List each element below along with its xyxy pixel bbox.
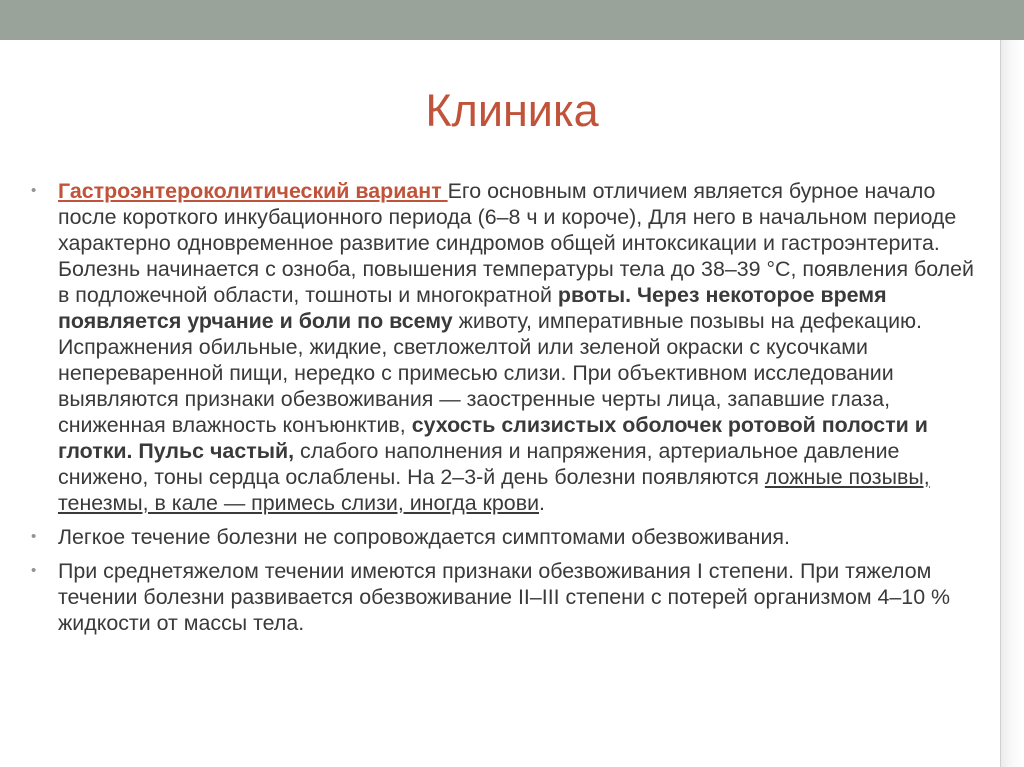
bold-text-2: сухость слизистых оболочек ротовой полости и глотки. Пульс частый,: [58, 413, 928, 463]
body-text-1: Его основным отличием является бурное начало после короткого инкубационного периода (6–8 ч и короче), Для него в начальном периоде характерно одновременное развитие синдромов общей интоксикации и гастроэнтерита. Болезнь начинается с озноба, повышения температуры тела до 38–39 °С, появления болей в подложечной области, тошноты и многократной: [58, 179, 974, 307]
bullet-icon: •: [31, 182, 37, 199]
top-accent-bar: [0, 0, 1024, 40]
bold-text-1: рвоты. Через некоторое время появляется урчание и боли по всему: [58, 283, 887, 333]
bullet-item-mild: [31, 524, 976, 550]
body-text-3: слабого наполнения и напряжения, артериальное давление снижено, тоны сердца ослаблены. На 2–3-й день болезни появляются: [58, 439, 900, 489]
slide-edge-shadow: [1001, 40, 1024, 767]
bullet-text-mild: Легкое течение болезни не сопровождается симптомами обезвоживания.: [58, 525, 790, 549]
bullet-icon: •: [31, 528, 37, 545]
bullet-item-moderate-severe: [31, 558, 976, 636]
body-text-4: .: [539, 491, 545, 515]
slide-content: [31, 178, 976, 644]
bullet-item-gastroenterocolitic: [31, 178, 976, 516]
bullet-list: [31, 178, 976, 636]
variant-heading: Гастроэнтероколитический вариант: [58, 179, 448, 203]
body-text-2: животу, императивные позывы на дефекацию. Испражнения обильные, жидкие, светложелтой или зеленой окраски с кусочками непереваренной пищи, нередко с примесью слизи. При объективном исследовании выявляются признаки обезвоживания — заостренные черты лица, запавшие глаза, сниженная влажность конъюнктив,: [58, 309, 923, 437]
bullet-icon: •: [31, 562, 37, 579]
bullet-text-moderate-severe: При среднетяжелом течении имеются признаки обезвоживания I степени. При тяжелом течении болезни развивается обезвоживание II–III степени с потерей организмом 4–10 % жидкости от массы тела.: [58, 559, 951, 635]
underlined-text: ложные позывы, тенезмы, в кале — примесь слизи, иногда крови: [58, 465, 930, 515]
slide-title: Клиника: [425, 85, 599, 136]
